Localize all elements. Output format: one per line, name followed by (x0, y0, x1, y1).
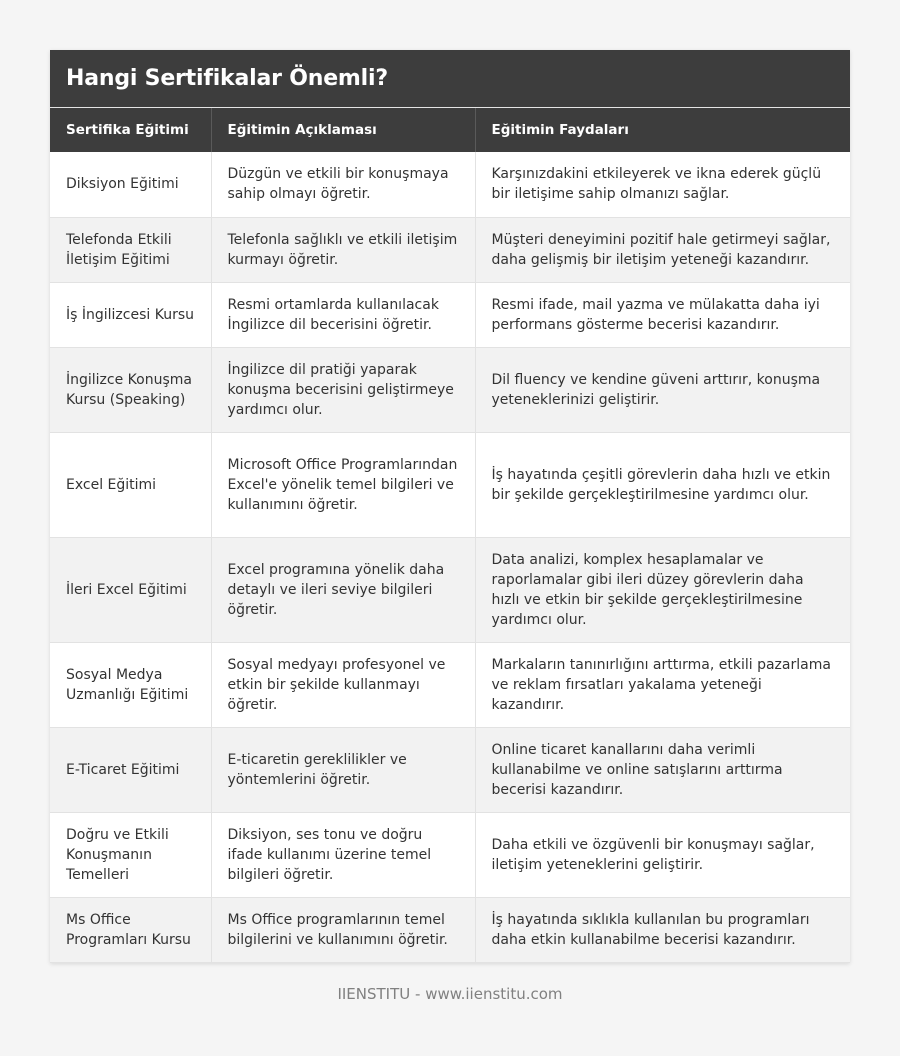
table-header (50, 108, 850, 152)
cell-description: Excel programına yönelik daha detaylı ve ileri seviye bilgileri öğretir. (211, 537, 475, 642)
cell-certificate: İş İngilizcesi Kursu (50, 282, 211, 347)
table-row (50, 217, 850, 282)
cell-description: Düzgün ve etkili bir konuşmaya sahip olmayı öğretir. (211, 152, 475, 217)
cell-certificate: İleri Excel Eğitimi (50, 537, 211, 642)
table-row (50, 537, 850, 642)
table-row (50, 897, 850, 962)
table-row (50, 282, 850, 347)
cell-description: Resmi ortamlarda kullanılacak İngilizce dil becerisini öğretir. (211, 282, 475, 347)
column-header-benefits: Eğitimin Faydaları (475, 108, 850, 152)
certificates-card (50, 50, 850, 963)
cell-certificate: Diksiyon Eğitimi (50, 152, 211, 217)
cell-benefits: Karşınızdakini etkileyerek ve ikna ederek güçlü bir iletişime sahip olmanızı sağlar. (475, 152, 850, 217)
certificates-table (50, 108, 850, 963)
table-body (50, 152, 850, 962)
table-row (50, 812, 850, 897)
cell-benefits: Dil fluency ve kendine güveni arttırır, konuşma yeteneklerinizi geliştirir. (475, 347, 850, 432)
cell-description: Microsoft Office Programlarından Excel'e yönelik temel bilgileri ve kullanımını öğretir. (211, 432, 475, 537)
cell-certificate: Doğru ve Etkili Konuşmanın Temelleri (50, 812, 211, 897)
table-title: Hangi Sertifikalar Önemli? (66, 66, 388, 91)
cell-benefits: Markaların tanınırlığını arttırma, etkili pazarlama ve reklam fırsatları yakalama yeteneği kazandırır. (475, 642, 850, 727)
cell-benefits: Online ticaret kanallarını daha verimli kullanabilme ve online satışlarını arttırma becerisi kazandırır. (475, 727, 850, 812)
table-row (50, 727, 850, 812)
cell-benefits: İş hayatında sıklıkla kullanılan bu programları daha etkin kullanabilme becerisi kazandırır. (475, 897, 850, 962)
cell-benefits: İş hayatında çeşitli görevlerin daha hızlı ve etkin bir şekilde gerçekleştirilmesine yardımcı olur. (475, 432, 850, 537)
header-row (50, 108, 850, 152)
cell-description: Diksiyon, ses tonu ve doğru ifade kullanımı üzerine temel bilgileri öğretir. (211, 812, 475, 897)
cell-certificate: İngilizce Konuşma Kursu (Speaking) (50, 347, 211, 432)
column-header-certificate: Sertifika Eğitimi (50, 108, 211, 152)
cell-benefits: Resmi ifade, mail yazma ve mülakatta daha iyi performans gösterme becerisi kazandırır. (475, 282, 850, 347)
cell-benefits: Data analizi, komplex hesaplamalar ve raporlamalar gibi ileri düzey görevlerin daha hızlı ve etkin bir şekilde gerçekleştirilmesine yardımcı olur. (475, 537, 850, 642)
table-row (50, 432, 850, 537)
table-row (50, 642, 850, 727)
cell-certificate: Telefonda Etkili İletişim Eğitimi (50, 217, 211, 282)
cell-certificate: E-Ticaret Eğitimi (50, 727, 211, 812)
cell-certificate: Excel Eğitimi (50, 432, 211, 537)
column-header-description: Eğitimin Açıklaması (211, 108, 475, 152)
footer-credit: IIENSTITU - www.iienstitu.com (337, 985, 563, 1003)
cell-benefits: Müşteri deneyimini pozitif hale getirmeyi sağlar, daha gelişmiş bir iletişim yeteneği kazandırır. (475, 217, 850, 282)
cell-description: Sosyal medyayı profesyonel ve etkin bir şekilde kullanmayı öğretir. (211, 642, 475, 727)
table-row (50, 152, 850, 217)
table-row (50, 347, 850, 432)
cell-certificate: Sosyal Medya Uzmanlığı Eğitimi (50, 642, 211, 727)
cell-certificate: Ms Office Programları Kursu (50, 897, 211, 962)
cell-description: Ms Office programlarının temel bilgilerini ve kullanımını öğretir. (211, 897, 475, 962)
table-title-bar (50, 50, 850, 108)
cell-benefits: Daha etkili ve özgüvenli bir konuşmayı sağlar, iletişim yeteneklerini geliştirir. (475, 812, 850, 897)
cell-description: İngilizce dil pratiği yaparak konuşma becerisini geliştirmeye yardımcı olur. (211, 347, 475, 432)
cell-description: Telefonla sağlıklı ve etkili iletişim kurmayı öğretir. (211, 217, 475, 282)
cell-description: E-ticaretin gereklilikler ve yöntemlerini öğretir. (211, 727, 475, 812)
